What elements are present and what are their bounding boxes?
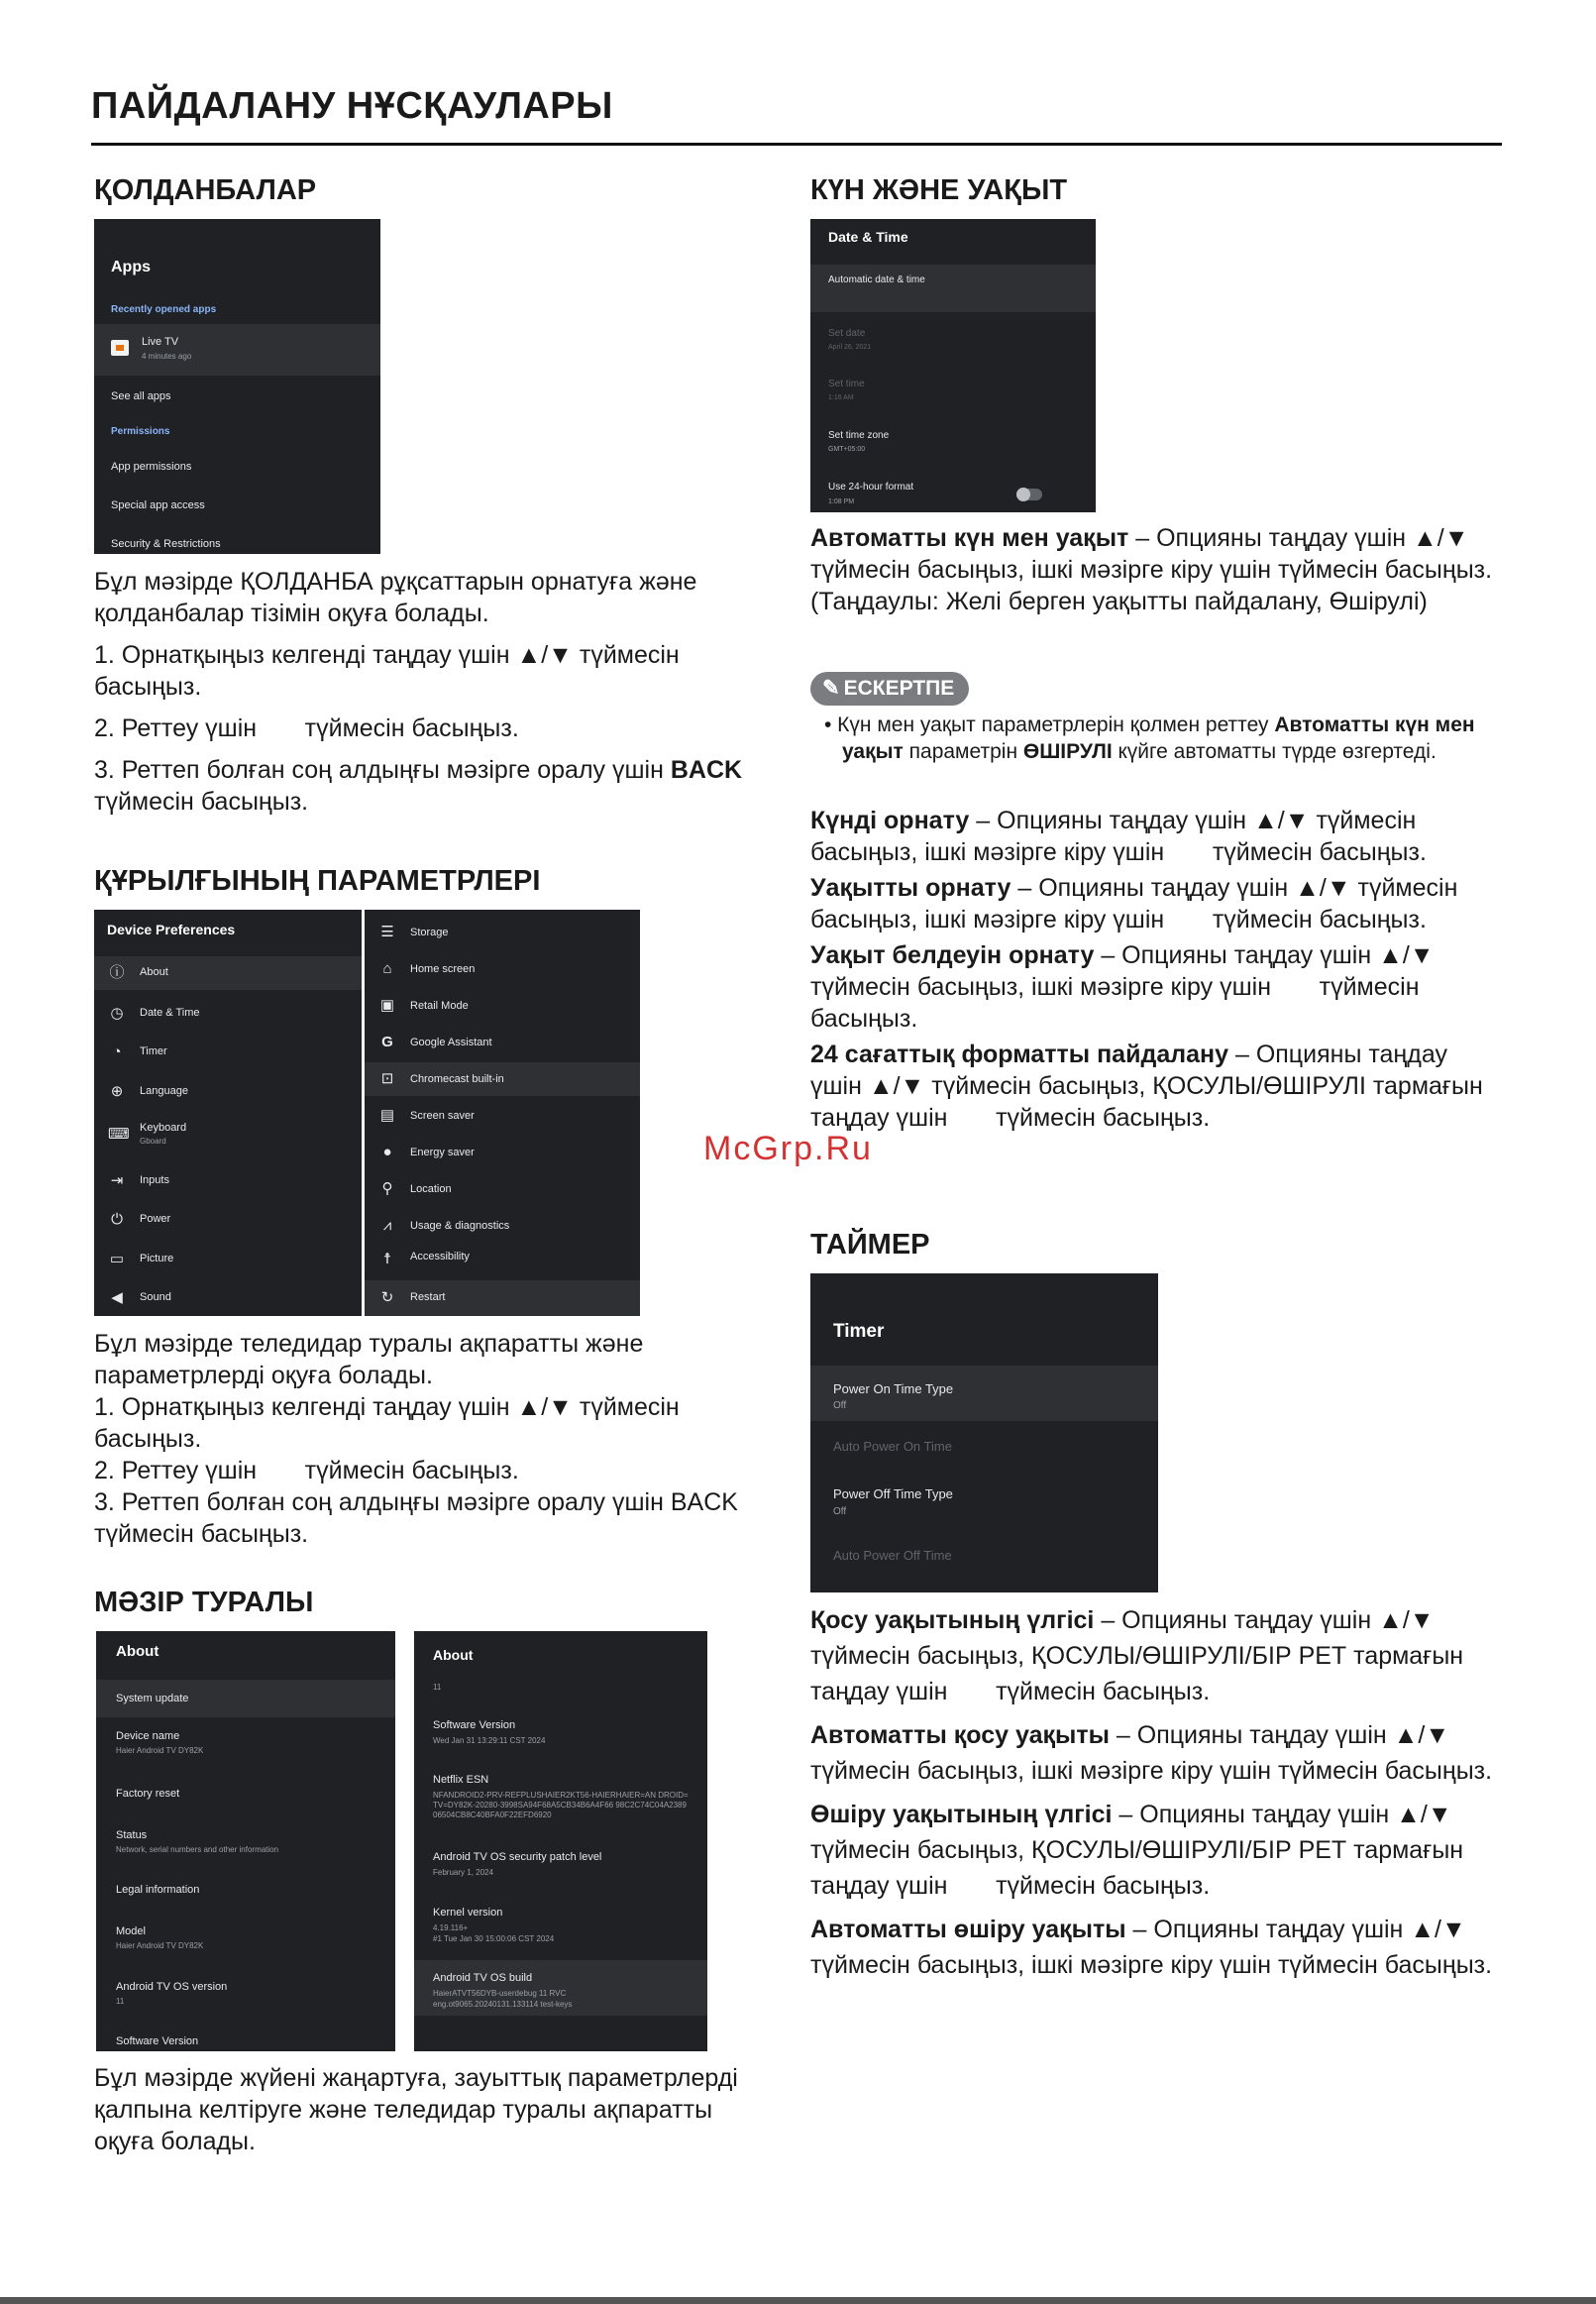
about-right-top-value: 11 xyxy=(433,1683,442,1692)
about-right-build: Android TV OS build xyxy=(433,1972,533,1984)
timer-on-type-label: Power On Time Type xyxy=(833,1381,954,1396)
date-tz-para xyxy=(810,939,1494,1035)
about-right-software[interactable]: Software Version xyxy=(433,1719,516,1731)
date-auto-bold: Автоматты күн мен уақыт xyxy=(810,524,1129,552)
pencil-icon: ✎ xyxy=(822,677,840,700)
briefcase-icon: ▣ xyxy=(379,997,395,1014)
device-row-accessibility[interactable] xyxy=(365,1243,640,1276)
device-label-sound: Sound xyxy=(140,1291,171,1303)
device-p2: 1. Орнатқыңыз келгенді таңдау үшін ▲/▼ түймесін басыңыз. xyxy=(94,1393,680,1453)
apps-app-permissions[interactable]: App permissions xyxy=(111,461,192,473)
device-row-usage[interactable] xyxy=(365,1209,640,1243)
device-label-inputs: Inputs xyxy=(140,1174,169,1186)
date-screenshot xyxy=(810,219,1096,512)
about-heading: МӘЗІР ТУРАЛЫ xyxy=(94,1587,314,1618)
storage-icon: ☰ xyxy=(380,924,394,940)
about-system-update-label: System update xyxy=(116,1693,189,1704)
date-set-time-para xyxy=(810,872,1494,935)
date-24h-format-value: 1:08 PM xyxy=(828,498,855,505)
keyboard-icon: ⌨ xyxy=(108,1126,130,1143)
date-set-date: Set date xyxy=(828,328,866,339)
timer-icon: ◔ xyxy=(112,1043,122,1060)
about-right-patch-value: February 1, 2024 xyxy=(433,1868,493,1877)
about-right-build-row[interactable] xyxy=(414,1960,707,2016)
apps-security[interactable]: Security & Restrictions xyxy=(111,538,221,550)
apps-screen-title: Apps xyxy=(111,259,151,275)
apps-heading: ҚОЛДАНБАЛАР xyxy=(94,174,317,206)
about-device-name-value: Haier Android TV DY82K xyxy=(116,1746,204,1755)
device-label-picture: Picture xyxy=(140,1253,174,1264)
about-left-screenshot xyxy=(96,1631,395,2051)
device-row-retail[interactable] xyxy=(365,989,640,1023)
date-auto-row[interactable] xyxy=(810,265,1096,312)
clock-icon: ◷ xyxy=(110,1005,124,1022)
note-text-a: • Күн мен уақыт параметрлерін қолмен реттеу xyxy=(824,713,1275,736)
device-heading: ҚҰРЫЛҒЫНЫҢ ПАРАМЕТРЛЕРІ xyxy=(94,865,541,897)
date-set-date-bold: Күнді орнату xyxy=(810,807,970,834)
pin-icon: ⚲ xyxy=(381,1180,393,1197)
device-row-keyboard[interactable] xyxy=(94,1116,362,1155)
timer-screen-title: Timer xyxy=(833,1321,885,1342)
device-label-language: Language xyxy=(140,1085,188,1097)
device-row-sound[interactable] xyxy=(94,1281,362,1315)
about-model[interactable]: Model xyxy=(116,1925,146,1937)
apps-p4 xyxy=(94,754,758,818)
timer-on-type-para xyxy=(810,1602,1494,1709)
accessibility-icon: ☨ xyxy=(382,1251,392,1267)
about-factory-reset[interactable]: Factory reset xyxy=(116,1788,180,1800)
monitor-icon: ▭ xyxy=(109,1251,125,1267)
device-p4: 3. Реттеп болған соң алдыңғы мәзірге оралу үшін BACK түймесін басыңыз. xyxy=(94,1488,738,1548)
device-row-screensaver[interactable] xyxy=(365,1099,640,1133)
plug-icon: ⏻ xyxy=(111,1211,123,1228)
cast-icon: ⊡ xyxy=(380,1070,394,1087)
apps-p4-a: 3. Реттеп болған соң алдыңғы мәзірге оралу үшін xyxy=(94,756,671,784)
bulb-icon: ● xyxy=(382,1144,392,1160)
live-tv-sub: 4 minutes ago xyxy=(142,352,192,361)
apps-see-all[interactable]: See all apps xyxy=(111,390,171,402)
input-icon: ⇥ xyxy=(110,1172,124,1189)
speaker-icon: ◀ xyxy=(111,1289,123,1306)
device-row-chromecast[interactable] xyxy=(365,1062,640,1096)
timer-off-type-value: Off xyxy=(833,1506,847,1517)
device-label-chromecast: Chromecast built-in xyxy=(410,1073,504,1085)
about-device-name[interactable]: Device name xyxy=(116,1730,180,1742)
timer-auto-off-para xyxy=(810,1912,1494,1983)
device-label-location: Location xyxy=(410,1183,452,1195)
apps-p3: 2. Реттеу үшін түймесін басыңыз. xyxy=(94,714,519,742)
apps-p2: 1. Орнатқыңыз келгенді таңдау үшін ▲/▼ түймесін басыңыз. xyxy=(94,641,680,701)
note-badge xyxy=(810,672,969,706)
timer-on-type-value: Off xyxy=(833,1400,847,1411)
device-p3: 2. Реттеу үшін түймесін басыңыз. xyxy=(94,1457,519,1484)
timer-on-type-row[interactable] xyxy=(810,1366,1158,1421)
device-row-location[interactable] xyxy=(365,1172,640,1206)
date-heading: КҮН ЖӘНЕ УАҚЫТ xyxy=(810,174,1068,206)
apps-special-access[interactable]: Special app access xyxy=(111,499,205,511)
timer-auto-off-desc: – Опцияны таңдау үшін ▲/▼ түймесін басыңыз, ішкі мәзірге кіру үшін түймесін басыңыз. xyxy=(810,1916,1493,1979)
timer-off-type-desc: – Опцияны таңдау үшін ▲/▼ түймесін басыңыз, ҚОСУЛЫ/ӨШІРУЛІ/БІР РЕТ тармағын таңдау үшін түймесін басыңыз. xyxy=(810,1801,1471,1900)
apps-recent-label: Recently opened apps xyxy=(111,304,217,315)
apps-p1: Бұл мәзірде ҚОЛДАНБА рұқсаттарын орнатуға және қолданбалар тізімін оқуға болады. xyxy=(94,568,697,627)
globe-icon: ⊕ xyxy=(110,1083,124,1100)
device-row-timer[interactable] xyxy=(94,1036,362,1069)
note-text-b1: Автоматты күн мен уақыт xyxy=(842,713,1475,763)
device-label-storage: Storage xyxy=(410,927,449,938)
timer-off-type[interactable]: Power Off Time Type xyxy=(833,1486,953,1501)
about-left-title: About xyxy=(116,1643,160,1660)
device-label-restart: Restart xyxy=(410,1291,446,1303)
about-right-build-value-1: HaierATVT56DYB-userdebug 11 RVC xyxy=(433,1989,567,1998)
page-title: ПАЙДАЛАНУ НҰСҚАУЛАРЫ xyxy=(91,85,613,127)
timer-on-type-desc: – Опцияны таңдау үшін ▲/▼ түймесін басыңыз, ҚОСУЛЫ/ӨШІРУЛІ/БІР РЕТ тармағын таңдау үшін түймесін басыңыз. xyxy=(810,1606,1471,1705)
apps-permissions-label: Permissions xyxy=(111,426,170,437)
about-system-update[interactable] xyxy=(96,1680,395,1717)
device-label-energy: Energy saver xyxy=(410,1147,475,1158)
device-left-screenshot xyxy=(94,910,362,1316)
date-24h-format[interactable]: Use 24-hour format xyxy=(828,482,914,493)
date-set-date-desc: – Опцияны таңдау үшін ▲/▼ түймесін басыңыз, ішкі мәзірге кіру үшін түймесін басыңыз. xyxy=(810,807,1427,866)
date-set-date-para xyxy=(810,805,1494,868)
timer-auto-off: Auto Power Off Time xyxy=(833,1548,952,1563)
note-text-c: параметрін xyxy=(903,740,1023,763)
note-text-d: күйге автоматты түрде өзгертеді. xyxy=(1112,740,1436,763)
date-set-time-value: 1:16 AM xyxy=(828,394,854,401)
date-time-zone[interactable]: Set time zone xyxy=(828,430,890,441)
info-icon: ⓘ xyxy=(109,964,125,981)
date-auto-desc: – Опцияны таңдау үшін ▲/▼ түймесін басыңыз, ішкі мәзірге кіру үшін түймесін басыңыз. (Таңдаулы: Желі берген уақытты пайдалану, Өшірулі) xyxy=(810,524,1493,615)
date-auto-label: Automatic date & time xyxy=(828,274,925,285)
device-keyboard-sub: Gboard xyxy=(140,1137,166,1146)
timer-screenshot xyxy=(810,1273,1158,1592)
timer-on-type-bold: Қосу уақытының үлгісі xyxy=(810,1606,1095,1634)
screensaver-icon: ▤ xyxy=(379,1107,395,1124)
note-text xyxy=(824,712,1516,765)
apps-text xyxy=(94,566,758,827)
device-p1: Бұл мәзірде теледидар туралы ақпаратты және параметрлерді оқуға болады. xyxy=(94,1330,644,1389)
note-label: ЕСКЕРТПЕ xyxy=(843,677,955,700)
date-fmt-bold: 24 сағаттық форматты пайдалану xyxy=(810,1041,1229,1068)
date-24h-toggle[interactable] xyxy=(1016,489,1042,500)
device-right-screenshot xyxy=(365,910,640,1316)
device-label-accessibility: Accessibility xyxy=(410,1251,470,1262)
device-row-assistant[interactable] xyxy=(365,1026,640,1059)
timer-heading: ТАЙМЕР xyxy=(810,1229,930,1261)
timer-auto-on: Auto Power On Time xyxy=(833,1439,952,1454)
device-label-power: Power xyxy=(140,1213,171,1225)
device-row-inputs[interactable] xyxy=(94,1164,362,1198)
live-tv-icon xyxy=(111,340,129,356)
device-left-title: Device Preferences xyxy=(107,922,236,937)
device-row-home[interactable] xyxy=(365,952,640,986)
device-label-datetime: Date & Time xyxy=(140,1007,200,1019)
restart-icon: ↻ xyxy=(380,1289,394,1306)
device-row-language[interactable] xyxy=(94,1075,362,1109)
date-screen-title: Date & Time xyxy=(828,229,908,245)
timer-auto-off-bold: Автоматты өшіру уақыты xyxy=(810,1916,1126,1943)
device-row-picture[interactable] xyxy=(94,1243,362,1276)
bottom-edge xyxy=(0,2297,1596,2304)
date-set-time-desc: – Опцияны таңдау үшін ▲/▼ түймесін басыңыз, ішкі мәзірге кіру үшін түймесін басыңыз. xyxy=(810,874,1465,933)
date-set-time: Set time xyxy=(828,379,865,389)
device-label-keyboard: Keyboard xyxy=(140,1122,187,1134)
about-right-title: About xyxy=(433,1647,474,1663)
date-auto-text xyxy=(810,522,1494,617)
about-right-patch[interactable]: Android TV OS security patch level xyxy=(433,1851,602,1863)
device-label-about: About xyxy=(140,966,168,978)
device-label-assistant: Google Assistant xyxy=(410,1037,492,1048)
device-text xyxy=(94,1328,758,1550)
date-time-zone-value: GMT+05:00 xyxy=(828,446,866,453)
about-os-version[interactable]: Android TV OS version xyxy=(116,1981,228,1993)
note-text-b2: ӨШІРУЛІ xyxy=(1022,740,1113,763)
timer-auto-on-desc: – Опцияны таңдау үшін ▲/▼ түймесін басыңыз, ішкі мәзірге кіру үшін түймесін басыңыз. xyxy=(810,1721,1493,1785)
home-icon: ⌂ xyxy=(382,960,392,977)
date-set-time-bold: Уақытты орнату xyxy=(810,874,1011,902)
chart-icon: ⩘ xyxy=(382,1217,392,1234)
device-label-timer: Timer xyxy=(140,1045,167,1057)
watermark: McGrp.Ru xyxy=(703,1130,873,1167)
about-model-value: Haier Android TV DY82K xyxy=(116,1941,204,1950)
about-text: Бұл мәзірде жүйені жаңартуға, зауыттық параметрлерді қалпына келтіруге және теледидар туралы ақпаратты оқуға болады. xyxy=(94,2064,738,2155)
about-status[interactable]: Status xyxy=(116,1829,148,1841)
device-row-datetime[interactable] xyxy=(94,997,362,1031)
date-fmt-desc: – Опцияны таңдау үшін ▲/▼ түймесін басыңыз, ҚОСУЛЫ/ӨШІРУЛІ тармағын таңдау үшін түймесін басыңыз. xyxy=(810,1041,1490,1132)
about-right-screenshot xyxy=(414,1631,707,2051)
device-label-usage: Usage & diagnostics xyxy=(410,1220,510,1232)
timer-off-type-bold: Өшіру уақытының үлгісі xyxy=(810,1801,1113,1828)
about-right-kernel-value-2: #1 Tue Jan 30 15:00:06 CST 2024 xyxy=(433,1934,555,1943)
about-right-kernel-value-1: 4.19.116+ xyxy=(433,1923,469,1932)
title-rule xyxy=(91,143,1502,146)
device-label-retail: Retail Mode xyxy=(410,1000,469,1012)
about-legal[interactable]: Legal information xyxy=(116,1884,200,1896)
about-software-version[interactable]: Software Version xyxy=(116,2035,199,2047)
date-items-text xyxy=(810,805,1494,1134)
apps-screenshot xyxy=(94,219,380,554)
about-right-build-value-2: eng.ot9065.20240131.133114 test-keys xyxy=(433,2000,573,2009)
date-fmt-para xyxy=(810,1039,1494,1134)
timer-text xyxy=(810,1602,1494,1983)
date-tz-desc: – Опцияны таңдау үшін ▲/▼ түймесін басыңыз, ішкі мәзірге кіру үшін түймесін басыңыз. xyxy=(810,941,1441,1033)
device-row-storage[interactable] xyxy=(365,916,640,949)
about-right-software-value: Wed Jan 31 13:29:11 CST 2024 xyxy=(433,1736,546,1745)
about-right-kernel[interactable]: Kernel version xyxy=(433,1907,503,1919)
about-status-value: Network, serial numbers and other information xyxy=(116,1845,279,1854)
device-row-energy[interactable] xyxy=(365,1136,640,1169)
device-row-restart[interactable] xyxy=(365,1280,640,1316)
device-label-home: Home screen xyxy=(410,963,476,975)
apps-p4-back: BACK xyxy=(670,756,743,784)
apps-p4-c: түймесін басыңыз. xyxy=(94,788,309,816)
about-right-netflix[interactable]: Netflix ESN xyxy=(433,1774,489,1786)
date-tz-bold: Уақыт белдеуін орнату xyxy=(810,941,1095,969)
about-os-version-value: 11 xyxy=(116,1997,125,2006)
device-label-screensaver: Screen saver xyxy=(410,1110,475,1122)
timer-auto-on-bold: Автоматты қосу уақыты xyxy=(810,1721,1110,1749)
timer-off-type-para xyxy=(810,1797,1494,1904)
google-icon: G xyxy=(381,1034,393,1050)
about-right-netflix-value: NFANDROID2-PRV-REFPLUSHAIER2KT56-HAIERHAIER=AN DROID=TV=DY82K-20280-3998SA94F68A5CB34B6A4F66 98C2C74C04A238906504CB8C40BFA0F22EFD6920 xyxy=(433,1791,689,1819)
date-set-date-value: April 26, 2021 xyxy=(828,344,872,351)
device-row-about[interactable] xyxy=(94,956,362,990)
timer-auto-on-para xyxy=(810,1717,1494,1789)
device-row-power[interactable] xyxy=(94,1203,362,1237)
live-tv-label: Live TV xyxy=(142,336,179,348)
apps-live-tv-row[interactable] xyxy=(94,324,380,376)
